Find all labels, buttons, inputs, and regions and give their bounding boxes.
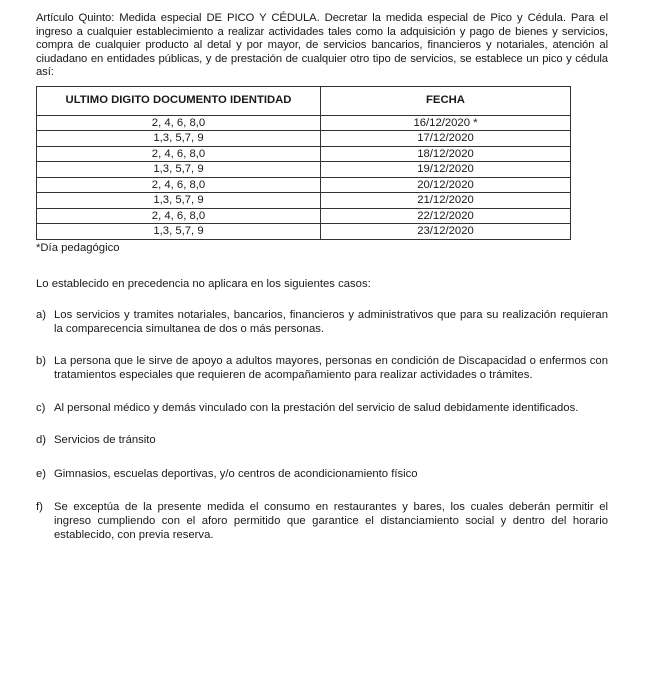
- exceptions-lead: Lo establecido en precedencia no aplicara en los siguientes casos:: [36, 277, 371, 290]
- item-text: Los servicios y tramites notariales, bancarios, financieros y administrativos que para su realización requieran la comparecencia simultanea de dos o más personas.: [54, 309, 608, 335]
- table-row: [37, 193, 571, 209]
- item-letter: d): [36, 434, 47, 447]
- cell-date: 16/12/2020 *: [321, 115, 571, 131]
- table-row: [37, 115, 571, 131]
- cell-date: 21/12/2020: [321, 193, 571, 209]
- exceptions-list: [36, 309, 608, 542]
- table-row: [37, 146, 571, 162]
- table-row: [37, 131, 571, 147]
- item-letter: b): [36, 355, 47, 368]
- list-item: [36, 402, 608, 416]
- pico-cedula-table: [36, 86, 571, 240]
- list-item: [36, 501, 608, 542]
- list-item: [36, 468, 608, 482]
- table-row: [37, 162, 571, 178]
- cell-digits: 2, 4, 6, 8,0: [37, 115, 321, 131]
- cell-digits: 2, 4, 6, 8,0: [37, 177, 321, 193]
- cell-date: 23/12/2020: [321, 224, 571, 240]
- item-text: La persona que le sirve de apoyo a adultos mayores, personas en condición de Discapacidad o enfermos con tratamientos especiales que requieren de acompañamiento para realizar actividades o trámites.: [54, 355, 608, 381]
- cell-digits: 1,3, 5,7, 9: [37, 224, 321, 240]
- item-letter: f): [36, 501, 43, 514]
- cell-digits: 2, 4, 6, 8,0: [37, 146, 321, 162]
- table-row: [37, 208, 571, 224]
- cell-digits: 2, 4, 6, 8,0: [37, 208, 321, 224]
- cell-date: 20/12/2020: [321, 177, 571, 193]
- item-text: Servicios de tránsito: [54, 434, 156, 447]
- item-letter: e): [36, 467, 47, 480]
- footnote-pedagogical-day: *Día pedagógico: [36, 241, 120, 254]
- item-text: Gimnasios, escuelas deportivas, y/o centros de acondicionamiento físico: [54, 467, 418, 480]
- table-row: [37, 224, 571, 240]
- cell-date: 17/12/2020: [321, 131, 571, 147]
- cell-digits: 1,3, 5,7, 9: [37, 131, 321, 147]
- cell-date: 22/12/2020: [321, 208, 571, 224]
- header-document-digit: ULTIMO DIGITO DOCUMENTO IDENTIDAD: [37, 86, 321, 115]
- table-row: [37, 177, 571, 193]
- item-text: Al personal médico y demás vinculado con la prestación del servicio de salud debidamente identificados.: [54, 401, 579, 414]
- item-letter: c): [36, 401, 46, 414]
- list-item: [36, 434, 608, 448]
- item-letter: a): [36, 309, 47, 322]
- header-date: FECHA: [321, 86, 571, 115]
- cell-date: 18/12/2020: [321, 146, 571, 162]
- item-text: Se exceptúa de la presente medida el consumo en restaurantes y bares, los cuales deberán permitir el ingreso cumpliendo con el aforo permitido que garantice el distanciamiento social y dentro del horario establecido, con previa reserva.: [54, 501, 608, 541]
- list-item: [36, 309, 608, 336]
- list-item: [36, 355, 608, 382]
- cell-digits: 1,3, 5,7, 9: [37, 162, 321, 178]
- table-header-row: [37, 86, 571, 115]
- article-paragraph: Artículo Quinto: Medida especial DE PICO Y CÉDULA. Decretar la medida especial de Pico y Cédula. Para el ingreso a cualquier establecimiento a realizar actividades tales como la adquisición y pago de bienes y servicios, compra de cualquier producto al detal y por mayor, de servicios bancarios, financieros y notariales, atención al ciudadano en entidades públicas, y de prestación de cualquier otro tipo de servicios, se establece un pico y cédula así:: [36, 12, 608, 79]
- cell-date: 19/12/2020: [321, 162, 571, 178]
- cell-digits: 1,3, 5,7, 9: [37, 193, 321, 209]
